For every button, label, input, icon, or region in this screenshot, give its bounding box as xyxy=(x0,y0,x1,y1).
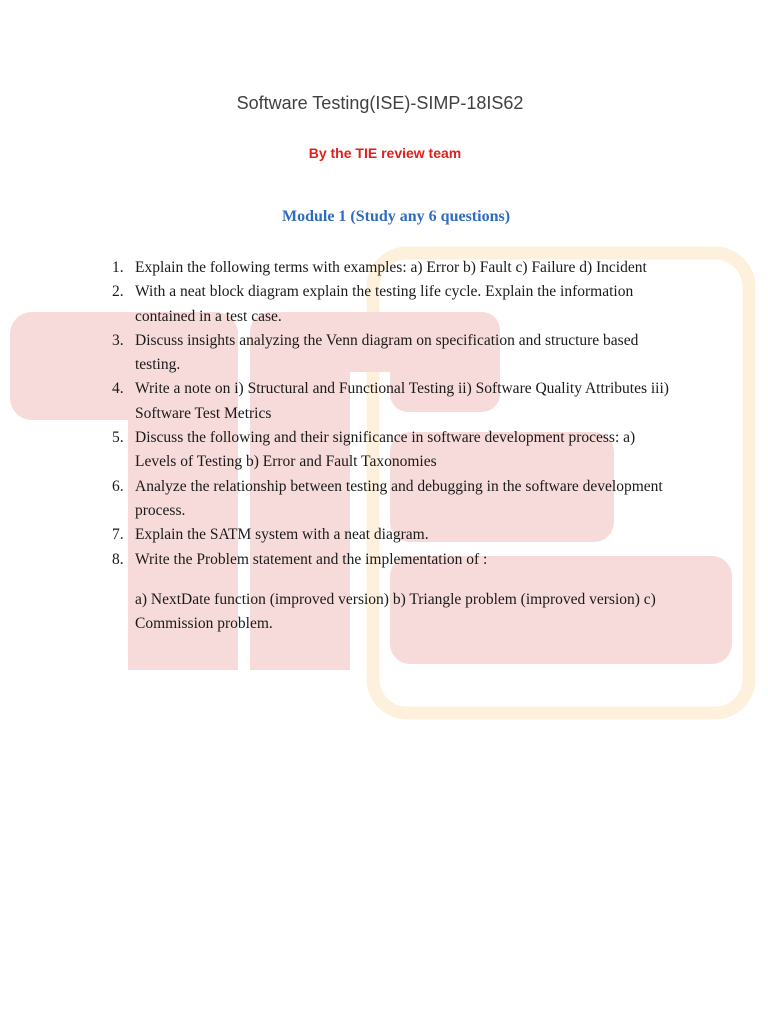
list-item xyxy=(112,523,672,547)
question-number: 7. xyxy=(112,526,124,544)
question-text: Analyze the relationship between testing and debugging in the software development process. xyxy=(135,477,663,519)
question-number: 8. xyxy=(112,550,124,568)
list-item xyxy=(112,377,672,426)
question-number: 6. xyxy=(112,477,124,495)
question-text: Explain the following terms with examples: a) Error b) Fault c) Failure d) Incident xyxy=(135,259,647,276)
list-item xyxy=(112,256,672,280)
module-heading: Module 1 (Study any 6 questions) xyxy=(281,208,511,225)
question-number: 3. xyxy=(112,331,124,349)
list-item xyxy=(112,329,672,378)
document-title: Software Testing(ISE)-SIMP-18IS62 xyxy=(236,93,524,113)
question-number: 1. xyxy=(112,259,124,276)
question-text: Write a note on i) Structural and Functional Testing ii) Software Quality Attributes iii) Software Test Metrics xyxy=(135,380,669,422)
list-item xyxy=(112,475,672,524)
question-number: 4. xyxy=(112,380,124,398)
question-number: 5. xyxy=(112,429,124,447)
question-text: Discuss the following and their significance in software development process: a) Levels of Testing b) Error and Fault Taxonomies xyxy=(135,429,636,471)
list-item xyxy=(112,548,672,637)
question-text: Explain the SATM system with a neat diagram. xyxy=(135,526,429,544)
question-sub-text: a) NextDate function (improved version) b) Triangle problem (improved version) c) Commission problem. xyxy=(135,590,656,633)
question-text: Discuss insights analyzing the Venn diagram on specification and structure based testing. xyxy=(135,331,639,374)
list-item xyxy=(112,426,672,475)
question-text: With a neat block diagram explain the testing life cycle. Explain the information contained in a test case. xyxy=(135,283,634,325)
question-list xyxy=(112,256,672,636)
document-subtitle: By the TIE review team xyxy=(308,145,462,161)
question-text: Write the Problem statement and the implementation of : xyxy=(135,550,488,568)
list-item xyxy=(112,280,672,329)
question-number: 2. xyxy=(112,283,124,301)
